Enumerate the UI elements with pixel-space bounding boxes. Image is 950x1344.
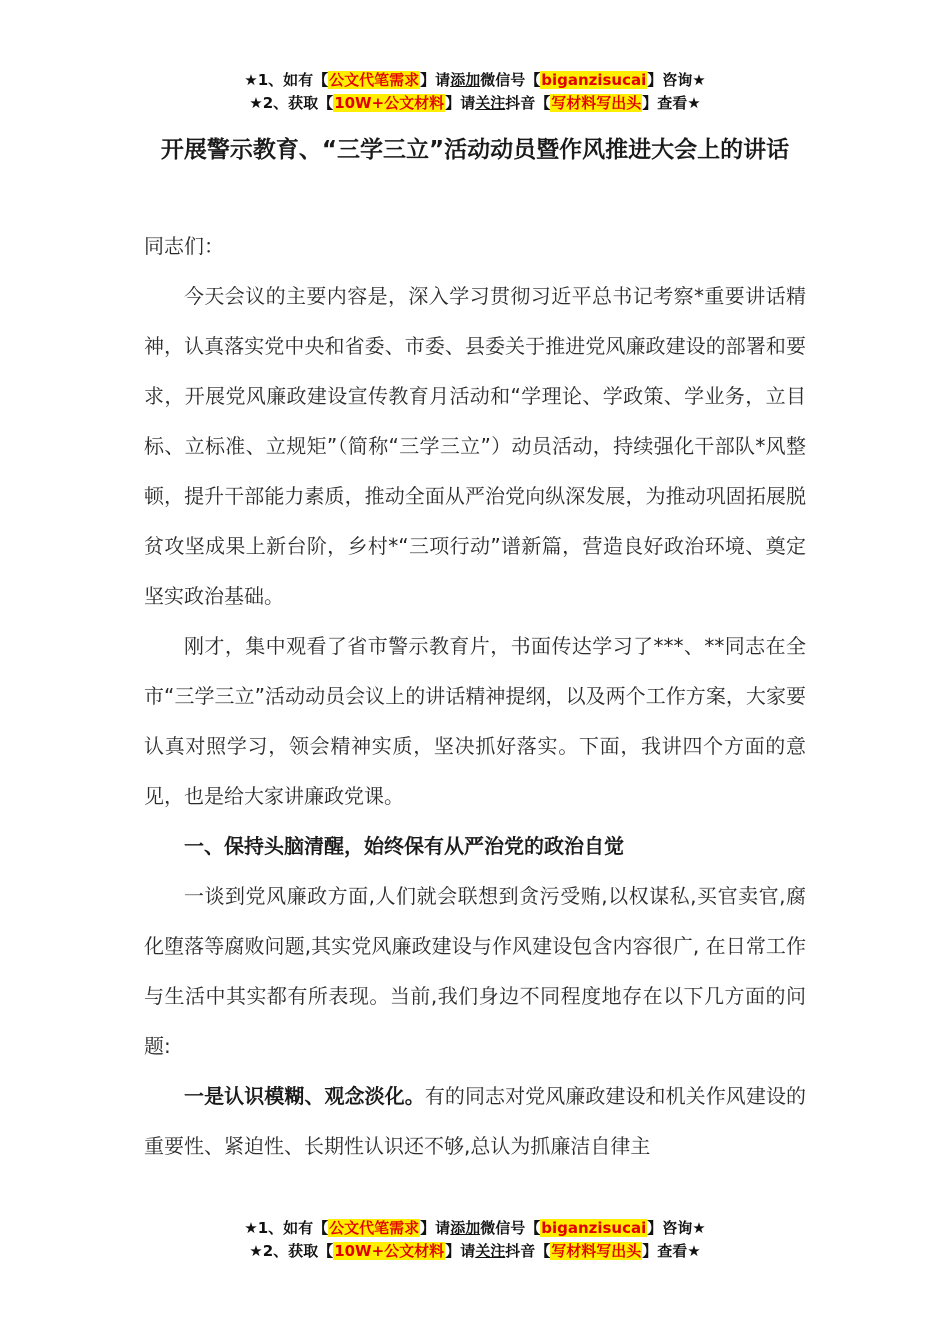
paragraph-1: 今天会议的主要内容是，深入学习贯彻习近平总书记考察*重要讲话精神，认真落实党中央和省委、市委、县委关于推进党风廉政建设的部署和要求，开展党风廉政建设宣传教育月活动和“学理论、学政策、学业务，立目标、立标准、立规矩”（简称“三学三立”）动员活动，持续强化干部队*风整顿，提升干部能力素质，推动全面从严治党向纵深发展，为推动巩固拓展脱贫攻坚成果上新台阶，乡村*“三项行动”谱新篇，营造良好政治环境、奠定坚实政治基础。 <box>144 284 806 608</box>
highlight-wechat-id: biganzisucai <box>541 1219 647 1237</box>
banner-line-2-bottom: ★2、获取【10W+公文材料】请关注抖音【写材料写出头】查看★ <box>249 1242 701 1260</box>
highlight-writing-service: 公文代笔需求 <box>329 1219 420 1237</box>
highlight-materials: 10W+公文材料 <box>334 1242 445 1260</box>
highlight-douyin-account: 写材料写出头 <box>551 1242 642 1260</box>
top-banner <box>0 69 950 115</box>
paragraph-3: 一谈到党风廉政方面,人们就会联想到贪污受贿,以权谋私,买官卖官,腐化堕落等腐败问题,其实党风廉政建设与作风建设包含内容很广, 在日常工作与生活中其实都有所表现。当前,我们身边不同程度地存在以下几方面的问题: <box>144 884 806 1058</box>
highlight-douyin-account: 写材料写出头 <box>551 94 642 112</box>
section-heading-1: 一、保持头脑清醒，始终保有从严治党的政治自觉 <box>184 834 624 858</box>
highlight-writing-service: 公文代笔需求 <box>329 71 420 89</box>
banner-line-1-bottom: ★1、如有【公文代笔需求】请添加微信号【biganzisucai】咨询★ <box>244 1219 706 1237</box>
banner-line-1: ★1、如有【公文代笔需求】请添加微信号【biganzisucai】咨询★ <box>244 71 706 89</box>
paragraph-4-text: 有的同志对党风廉政建设和机关作风建设的重要性、紧迫性、长期性认识还不够,总认为抓廉洁自律主 <box>144 1084 807 1158</box>
document-title: 开展警示教育、“三学三立”活动动员暨作风推进大会上的讲话 <box>160 137 790 163</box>
salutation: 同志们： <box>144 234 224 258</box>
highlight-wechat-id: biganzisucai <box>541 71 647 89</box>
paragraph-4-lead: 一是认识模糊、观念淡化。 <box>184 1084 425 1108</box>
bottom-banner <box>0 1217 950 1263</box>
paragraph-2: 刚才，集中观看了省市警示教育片，书面传达学习了***、**同志在全市“三学三立”活动动员会议上的讲话精神提纲，以及两个工作方案，大家要认真对照学习，领会精神实质，坚决抓好落实。下面，我讲四个方面的意见，也是给大家讲廉政党课。 <box>144 634 806 808</box>
paragraph-4 <box>144 1071 806 1171</box>
document-body <box>144 221 806 1171</box>
highlight-materials: 10W+公文材料 <box>334 94 445 112</box>
banner-line-2: ★2、获取【10W+公文材料】请关注抖音【写材料写出头】查看★ <box>249 94 701 112</box>
